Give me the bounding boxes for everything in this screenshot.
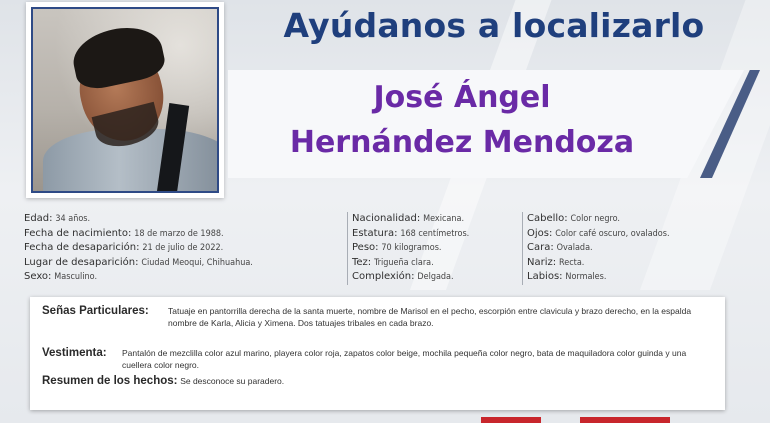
- distinguishing-marks: Señas Particulares: Tatuaje en pantorrilla derecha de la santa muerte, nombre de Marisol en el pecho, escorpión entre clavicula y brazo derecho, en la espalda nombre de Karla, Alicia y Ximena. Dos tatuajes tribales en cada brazo.: [42, 305, 692, 328]
- detail-face: Cara: Ovalada.: [527, 242, 593, 253]
- detail-disappearance-place: Lugar de desaparición: Ciudad Meoqui, Chihuahua.: [24, 256, 253, 268]
- clothing: Vestimenta: Pantalón de mezclilla color azul marino, playera color roja, zapatos color beige, mochila pequeña color negro, bata de maquiladora color guinda y una cuellera color negro.: [42, 347, 687, 370]
- detail-weight: Peso: 70 kilogramos.: [352, 242, 442, 253]
- detail-complexion-tone: Tez: Trigueña clara.: [352, 256, 434, 268]
- person-photo: [31, 7, 219, 193]
- detail-disappearance-date: Fecha de desaparición: 21 de julio de 2022.: [24, 242, 224, 253]
- summary-of-events: Resumen de los hechos: Se desconoce su paradero.: [42, 375, 285, 387]
- photo-frame: [26, 2, 224, 198]
- details-column-1: [24, 212, 253, 285]
- detail-build: Complexión: Delgada.: [352, 271, 454, 282]
- details-column-3: [522, 212, 670, 285]
- detail-nationality: Nacionalidad: Mexicana.: [352, 213, 465, 224]
- person-name-last: Hernández Mendoza: [289, 125, 635, 160]
- details-column-2: [347, 212, 469, 285]
- person-name-first: José Ángel: [373, 80, 551, 115]
- institution-logo: [481, 417, 541, 423]
- detail-hair: Cabello: Color negro.: [527, 213, 620, 224]
- description-box: [30, 297, 725, 410]
- detail-height: Estatura: 168 centímetros.: [352, 227, 470, 239]
- page-title: Ayúdanos a localizarlo: [283, 6, 705, 45]
- detail-age: Edad: 34 años.: [24, 213, 91, 224]
- detail-nose: Nariz: Recta.: [527, 256, 585, 268]
- detail-birthdate: Fecha de nacimiento: 18 de marzo de 1988.: [24, 227, 224, 239]
- detail-eyes: Ojos: Color café oscuro, ovalados.: [527, 227, 670, 239]
- detail-sex: Sexo: Masculino.: [24, 271, 98, 282]
- detail-lips: Labios: Normales.: [527, 271, 607, 282]
- institution-logo: [580, 417, 670, 423]
